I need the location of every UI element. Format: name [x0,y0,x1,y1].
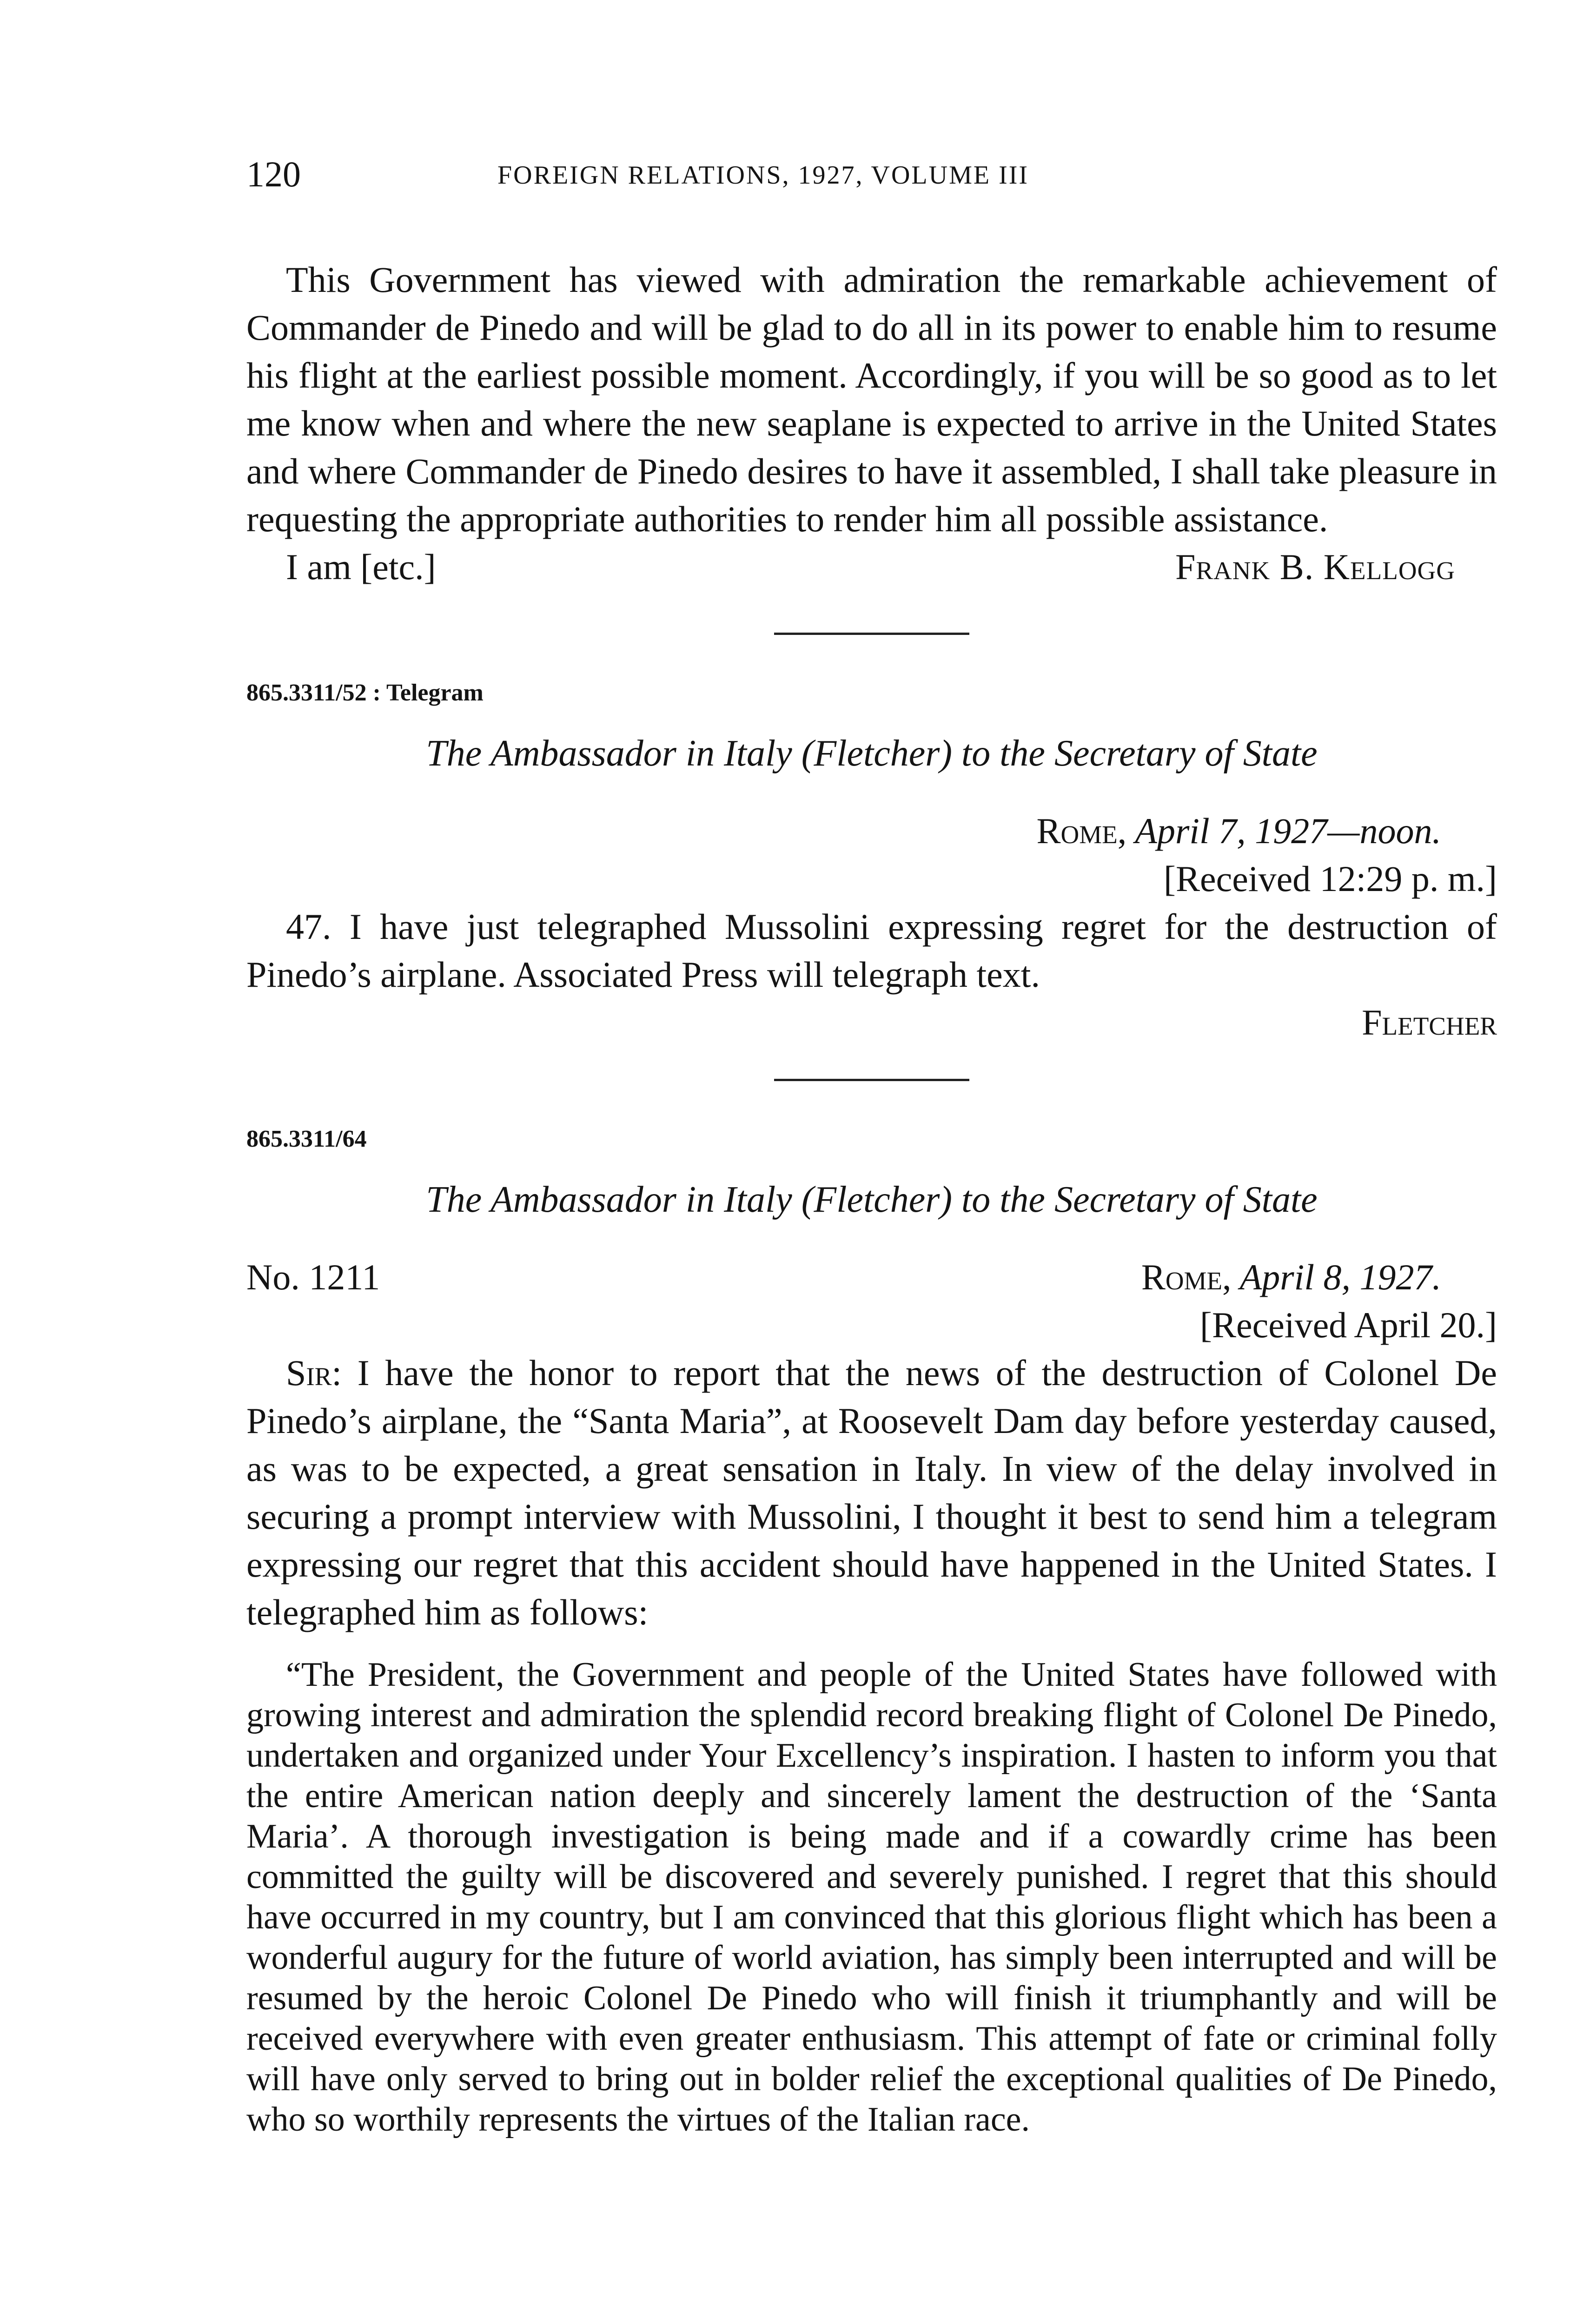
telegram-section [246,677,1497,1046]
despatch-received: [Received April 20.] [1200,1305,1497,1345]
letter-closing-row [246,543,1497,591]
section-divider [774,1079,969,1081]
telegram-received: [Received 12:29 p. m.] [1164,858,1497,899]
telegram-title: The Ambassador in Italy (Fletcher) to the Secretary of State [426,733,1318,774]
telegram-date: April 7, 1927—noon. [1126,811,1441,851]
despatch-date: April 8, 1927. [1231,1257,1441,1297]
page-header [246,153,1497,205]
despatch-place: Rome, [1141,1257,1232,1297]
despatch-number: No. 1211 [246,1257,380,1297]
despatch-body [246,1349,1497,1636]
despatch-salutation: Sir: [286,1353,342,1393]
telegram-dateline [246,807,1497,855]
despatch-dateline-row [246,1253,1497,1301]
running-head: FOREIGN RELATIONS, 1927, VOLUME III [497,161,1029,190]
document-page [246,153,1497,2140]
quoted-telegram: “The President, the Government and people of the United States have followed with growing interest and admiration the splendid record breaking flight of Colonel De Pinedo, undertaken and organized under Your Excellency’s inspiration. I hasten to inform you that the entire American nation deeply and sincerely lament the destruction of the ‘Santa Maria’. A thorough investigation is being made and if a cowardly crime has been committed the guilty will be discovered and severely punished. I regret that this should have occurred in my country, but I am convinced that this glorious flight which has been a wonderful augury for the future of world aviation, has simply been interrupted and will be resumed by the heroic Colonel De Pinedo who will finish it triumphantly and will be received everywhere with even greater enthusiasm. This attempt of fate or criminal folly will have only served to bring out in bolder relief the exceptional qualities of De Pinedo, who so worthily represents the virtues of the Italian race. [246,1656,1497,2139]
letter-body: This Government has viewed with admiration the remarkable achievement of Commander de Pinedo and will be glad to do all in its power to enable him to resume his flight at the earliest possible moment. Accordingly, if you will be so good as to let me know when and where the new seaplane is expected to arrive in the United States and where Commander de Pinedo desires to have it assembled, I shall take pleasure in requesting the appropriate authorities to render him all possible assistance. [246,259,1497,539]
telegram-file-ref: 865.3311/52 : Telegram [246,680,484,706]
despatch-section [246,1123,1497,2140]
despatch-dateline [1141,1253,1497,1301]
despatch-body-text: I have the honor to report that the news of the destruction of Colonel De Pinedo’s airplane, the “Santa Maria”, at Roosevelt Dam day before yesterday caused, as was to be expected, a great sensation in Italy. In view of the delay involved in securing a prompt interview with Mussolini, I thought it best to send him a telegram expressing our regret that this accident should have happened in the United States. I telegraphed him as follows: [246,1353,1497,1632]
letter-kellogg [246,256,1497,591]
despatch-file-ref: 865.3311/64 [246,1126,367,1152]
telegram-place: Rome, [1036,811,1127,851]
page-number: 120 [246,154,301,194]
telegram-signature: Fletcher [1362,1002,1497,1043]
letter-closing: I am [etc.] [286,547,436,587]
letter-signature: Frank B. Kellogg [1175,547,1455,587]
section-divider [774,633,969,635]
telegram-body: 47. I have just telegraphed Mussolini expressing regret for the destruction of Pinedo’s airplane. Associated Press will telegraph text. [246,906,1497,995]
despatch-title: The Ambassador in Italy (Fletcher) to the Secretary of State [426,1179,1318,1220]
